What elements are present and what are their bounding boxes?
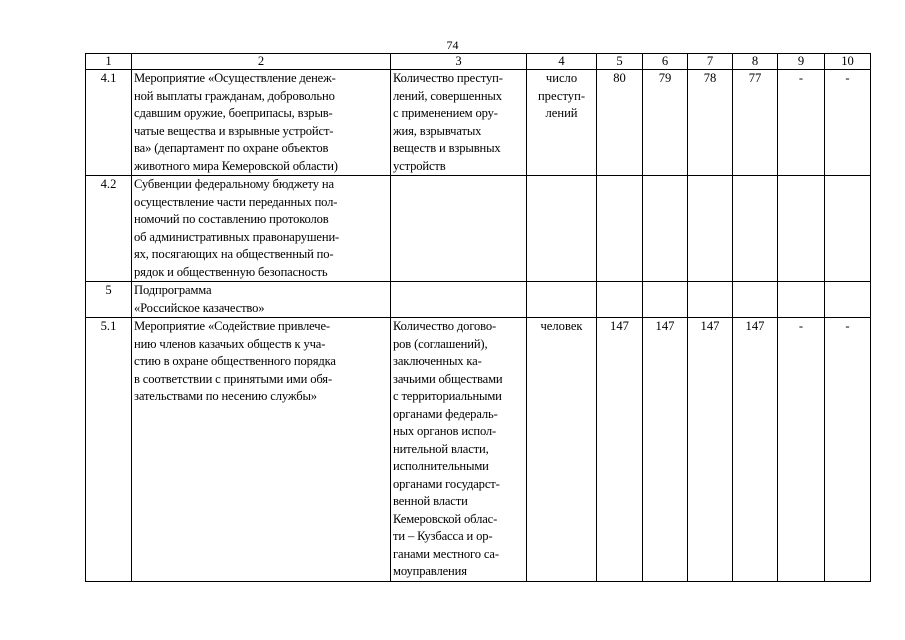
column-header: 10 bbox=[825, 54, 871, 70]
value-col-8: 147 bbox=[733, 318, 778, 582]
value-col-5: 80 bbox=[597, 70, 643, 176]
column-header: 2 bbox=[132, 54, 391, 70]
table-row bbox=[86, 70, 871, 176]
table-row bbox=[86, 318, 871, 582]
value-col-6 bbox=[643, 282, 688, 318]
page-number: 74 bbox=[446, 38, 459, 52]
column-header: 9 bbox=[778, 54, 825, 70]
value-col-5 bbox=[597, 282, 643, 318]
value-col-9 bbox=[778, 282, 825, 318]
value-col-5 bbox=[597, 176, 643, 282]
value-col-10: - bbox=[825, 70, 871, 176]
value-col-7 bbox=[688, 282, 733, 318]
value-col-5: 147 bbox=[597, 318, 643, 582]
value-col-10 bbox=[825, 176, 871, 282]
unit-of-measure: человек bbox=[527, 318, 597, 582]
measure-name: Мероприятие «Содействие привлече- нию членов казачьих обществ к уча- стию в охране общественного порядка в соответствии с принятыми ими обя- зательствами по несению службы» bbox=[132, 318, 391, 582]
value-col-10 bbox=[825, 282, 871, 318]
row-number: 5 bbox=[86, 282, 132, 318]
column-header: 5 bbox=[597, 54, 643, 70]
table-row bbox=[86, 282, 871, 318]
indicator-name: Количество преступ- лений, совершенных с применением ору- жия, взрывчатых веществ и взрывных устройств bbox=[391, 70, 527, 176]
value-col-10: - bbox=[825, 318, 871, 582]
program-table bbox=[85, 53, 871, 582]
unit-of-measure: число преступ- лений bbox=[527, 70, 597, 176]
value-col-8 bbox=[733, 176, 778, 282]
measure-name: Мероприятие «Осуществление денеж- ной выплаты гражданам, добровольно сдавшим оружие, боеприпасы, взрыв- чатые вещества и взрывные устройст- ва» (департамент по охране объектов животного мира Кемеровской области) bbox=[132, 70, 391, 176]
value-col-6 bbox=[643, 176, 688, 282]
value-col-9 bbox=[778, 176, 825, 282]
column-header: 3 bbox=[391, 54, 527, 70]
value-col-6: 79 bbox=[643, 70, 688, 176]
column-header: 6 bbox=[643, 54, 688, 70]
value-col-7: 78 bbox=[688, 70, 733, 176]
unit-of-measure bbox=[527, 176, 597, 282]
subprogram-title: Подпрограмма «Российское казачество» bbox=[132, 282, 391, 318]
value-col-8: 77 bbox=[733, 70, 778, 176]
indicator-name bbox=[391, 176, 527, 282]
value-col-8 bbox=[733, 282, 778, 318]
column-header: 7 bbox=[688, 54, 733, 70]
indicator-name bbox=[391, 282, 527, 318]
value-col-6: 147 bbox=[643, 318, 688, 582]
value-col-7: 147 bbox=[688, 318, 733, 582]
column-header: 8 bbox=[733, 54, 778, 70]
row-number: 4.2 bbox=[86, 176, 132, 282]
header-row bbox=[86, 54, 871, 70]
value-col-7 bbox=[688, 176, 733, 282]
column-header: 4 bbox=[527, 54, 597, 70]
indicator-name: Количество догово- ров (соглашений), заключенных ка- зачьими обществами с территориальными органами федераль- ных органов испол- нительной власти, исполнительными органами государст- венной власти Кемеровской облас- ти – Кузбасса и ор- ганами местного са- моуправления bbox=[391, 318, 527, 582]
row-number: 5.1 bbox=[86, 318, 132, 582]
row-number: 4.1 bbox=[86, 70, 132, 176]
value-col-9: - bbox=[778, 318, 825, 582]
column-header: 1 bbox=[86, 54, 132, 70]
measure-name: Субвенции федеральному бюджету на осуществление части переданных пол- номочий по составлению протоколов об административных правонарушени- ях, посягающих на общественный по- рядок и общественную безопасность bbox=[132, 176, 391, 282]
unit-of-measure bbox=[527, 282, 597, 318]
value-col-9: - bbox=[778, 70, 825, 176]
table-row bbox=[86, 176, 871, 282]
